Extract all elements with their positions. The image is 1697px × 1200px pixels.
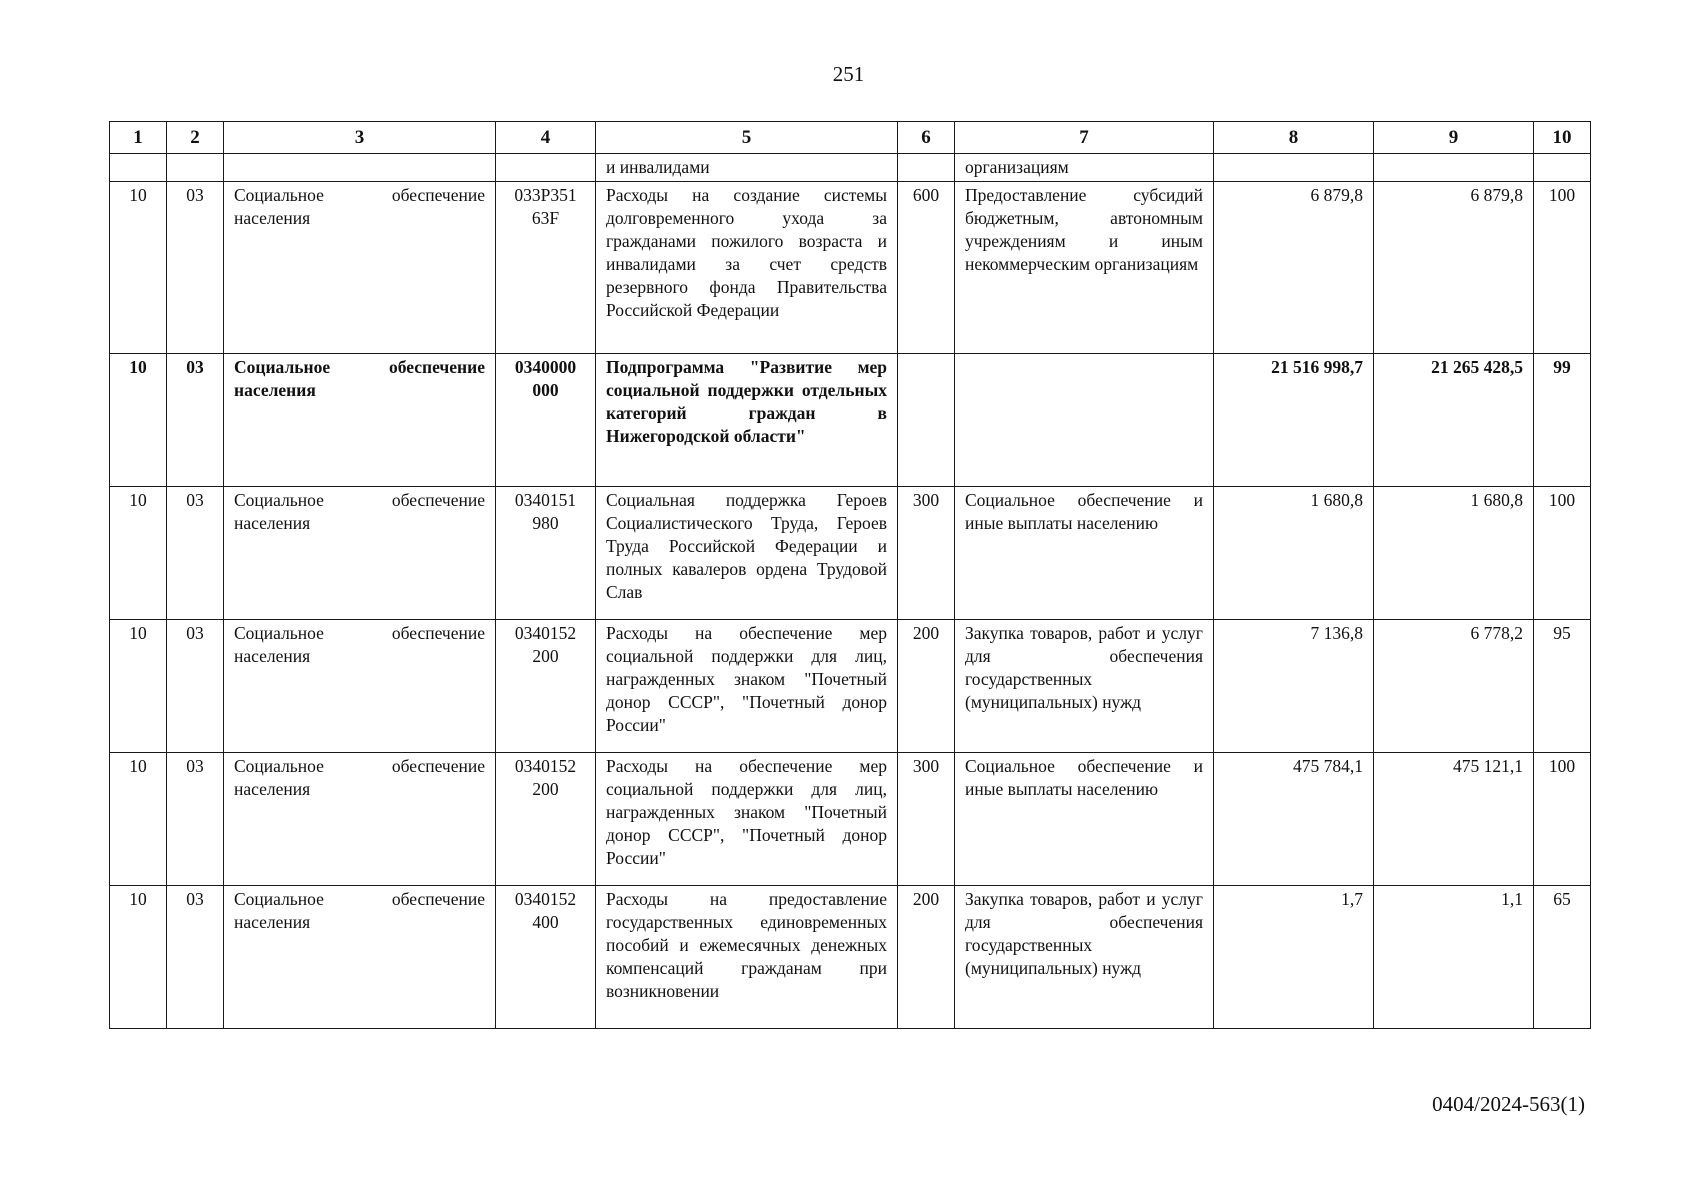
cell-expense-description: Расходы на обеспечение мер социальной поддержки для лиц, награжденных знаком "Почетный донор СССР", "Почетный донор России" — [596, 620, 898, 753]
cell-percent: 65 — [1534, 886, 1591, 1029]
header-col-10: 10 — [1534, 122, 1591, 154]
cell-actual-amount — [1374, 154, 1534, 182]
cell-expense-type-name — [955, 354, 1214, 487]
cell-actual-amount: 6 879,8 — [1374, 182, 1534, 354]
table-row — [110, 620, 1591, 753]
cell-percent: 100 — [1534, 753, 1591, 886]
cell-target-code: 033P351 63F — [496, 182, 596, 354]
cell-section-name: Социальное обеспечение населения — [224, 753, 496, 886]
cell-subsection: 03 — [167, 182, 224, 354]
cell-subsection: 03 — [167, 753, 224, 886]
cell-planned-amount — [1214, 154, 1374, 182]
cell-section-name: Социальное обеспечение населения — [224, 354, 496, 487]
header-col-1: 1 — [110, 122, 167, 154]
cell-expense-description: и инвалидами — [596, 154, 898, 182]
cell-expense-type-code: 300 — [898, 753, 955, 886]
cell-section-name: Социальное обеспечение населения — [224, 182, 496, 354]
cell-target-code: 0340152 200 — [496, 620, 596, 753]
cell-section-name: Социальное обеспечение населения — [224, 886, 496, 1029]
table-row — [110, 182, 1591, 354]
cell-actual-amount: 475 121,1 — [1374, 753, 1534, 886]
cell-actual-amount: 1 680,8 — [1374, 487, 1534, 620]
cell-target-code: 0340152 400 — [496, 886, 596, 1029]
cell-subsection — [167, 154, 224, 182]
cell-expense-description: Подпрограмма "Развитие мер социальной поддержки отдельных категорий граждан в Нижегородской области" — [596, 354, 898, 487]
cell-expense-description: Расходы на обеспечение мер социальной поддержки для лиц, награжденных знаком "Почетный донор СССР", "Почетный донор России" — [596, 753, 898, 886]
cell-section: 10 — [110, 753, 167, 886]
cell-percent — [1534, 154, 1591, 182]
cell-subsection: 03 — [167, 620, 224, 753]
cell-section-name — [224, 154, 496, 182]
header-col-8: 8 — [1214, 122, 1374, 154]
cell-planned-amount: 21 516 998,7 — [1214, 354, 1374, 487]
cell-planned-amount: 1,7 — [1214, 886, 1374, 1029]
page-number: 251 — [832, 62, 865, 86]
cell-planned-amount: 6 879,8 — [1214, 182, 1374, 354]
cell-expense-type-code: 200 — [898, 620, 955, 753]
document-code: 0404/2024-563(1) — [1432, 1092, 1585, 1116]
cell-target-code: 0340000 000 — [496, 354, 596, 487]
cell-expense-type-code: 600 — [898, 182, 955, 354]
cell-percent: 99 — [1534, 354, 1591, 487]
cell-expense-description: Расходы на предоставление государственных единовременных пособий и ежемесячных денежных компенсаций гражданам при возникновении — [596, 886, 898, 1029]
continuation-row — [110, 154, 1591, 182]
header-col-4: 4 — [496, 122, 596, 154]
cell-actual-amount: 6 778,2 — [1374, 620, 1534, 753]
cell-planned-amount: 475 784,1 — [1214, 753, 1374, 886]
cell-section: 10 — [110, 182, 167, 354]
cell-section: 10 — [110, 886, 167, 1029]
cell-expense-type-name: организациям — [955, 154, 1214, 182]
cell-target-code — [496, 154, 596, 182]
cell-subsection: 03 — [167, 886, 224, 1029]
cell-expense-type-name: Закупка товаров, работ и услуг для обеспечения государственных (муниципальных) нужд — [955, 620, 1214, 753]
cell-section-name: Социальное обеспечение населения — [224, 487, 496, 620]
cell-section-name: Социальное обеспечение населения — [224, 620, 496, 753]
table-row-subprogram — [110, 354, 1591, 487]
cell-actual-amount: 21 265 428,5 — [1374, 354, 1534, 487]
cell-percent: 100 — [1534, 487, 1591, 620]
cell-subsection: 03 — [167, 354, 224, 487]
header-col-6: 6 — [898, 122, 955, 154]
cell-expense-type-name: Закупка товаров, работ и услуг для обеспечения государственных (муниципальных) нужд — [955, 886, 1214, 1029]
cell-percent: 100 — [1534, 182, 1591, 354]
table-row — [110, 487, 1591, 620]
cell-planned-amount: 1 680,8 — [1214, 487, 1374, 620]
cell-expense-type-name: Социальное обеспечение и иные выплаты населению — [955, 753, 1214, 886]
cell-expense-type-code: 200 — [898, 886, 955, 1029]
header-col-9: 9 — [1374, 122, 1534, 154]
cell-target-code: 0340152 200 — [496, 753, 596, 886]
cell-expense-description: Расходы на создание системы долговременного ухода за гражданами пожилого возраста и инвалидами за счет средств резервного фонда Правительства Российской Федерации — [596, 182, 898, 354]
header-col-5: 5 — [596, 122, 898, 154]
cell-section: 10 — [110, 487, 167, 620]
cell-target-code: 0340151 980 — [496, 487, 596, 620]
cell-expense-type-name: Социальное обеспечение и иные выплаты населению — [955, 487, 1214, 620]
cell-expense-type-name: Предоставление субсидий бюджетным, автономным учреждениям и иным некоммерческим организациям — [955, 182, 1214, 354]
header-col-7: 7 — [955, 122, 1214, 154]
cell-planned-amount: 7 136,8 — [1214, 620, 1374, 753]
cell-expense-type-code — [898, 354, 955, 487]
cell-section — [110, 154, 167, 182]
cell-expense-description: Социальная поддержка Героев Социалистического Труда, Героев Труда Российской Федерации и полных кавалеров ордена Трудовой Слав — [596, 487, 898, 620]
header-col-3: 3 — [224, 122, 496, 154]
table-row — [110, 753, 1591, 886]
cell-section: 10 — [110, 620, 167, 753]
cell-percent: 95 — [1534, 620, 1591, 753]
cell-section: 10 — [110, 354, 167, 487]
cell-subsection: 03 — [167, 487, 224, 620]
cell-expense-type-code: 300 — [898, 487, 955, 620]
header-row — [110, 122, 1591, 154]
cell-expense-type-code — [898, 154, 955, 182]
budget-table — [109, 121, 1591, 1029]
cell-actual-amount: 1,1 — [1374, 886, 1534, 1029]
header-col-2: 2 — [167, 122, 224, 154]
table-row — [110, 886, 1591, 1029]
